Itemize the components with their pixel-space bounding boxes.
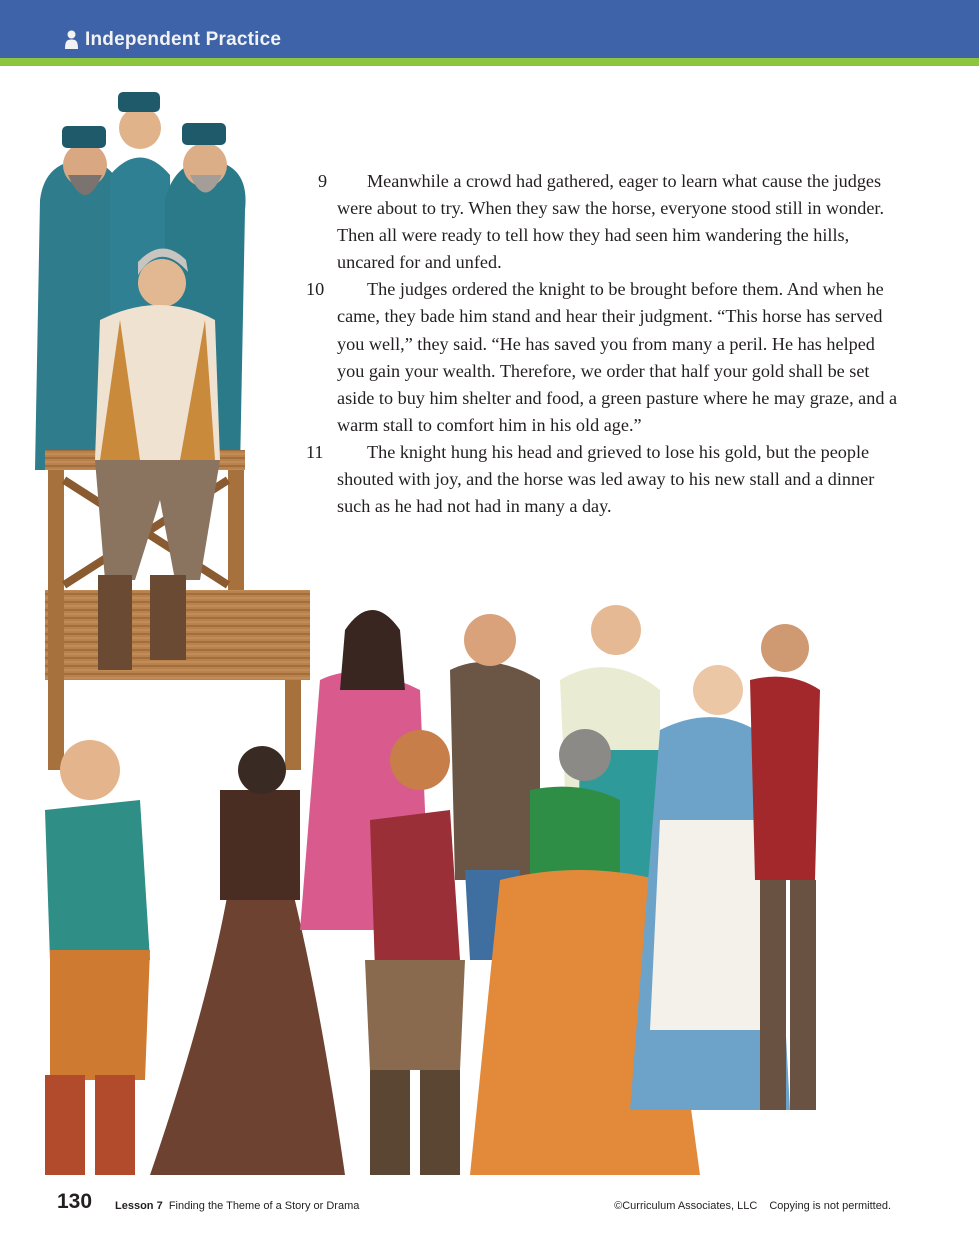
- crowd-group: [45, 605, 820, 1175]
- paragraph-10: [306, 276, 906, 439]
- section-title: [64, 29, 281, 51]
- lesson-title: Finding the Theme of a Story or Drama: [168, 1200, 360, 1212]
- paragraph-number: 9: [318, 171, 328, 191]
- paragraph-text: The knight hung his head and grieved to lose his gold, but the people shouted with joy, and the horse was led away to his new stall and a dinner such as he had not had in many a day.: [337, 441, 875, 517]
- paragraph-number: 10: [306, 279, 325, 300]
- page-footer: [0, 1190, 979, 1230]
- paragraph-11: [306, 439, 906, 520]
- paragraph-text: The judges ordered the knight to be brought before them. And when he came, they bade him stand and hear their judgment. “This horse has served you well,” they said. “He has saved you from many a peril. He has helped you gain your wealth. Therefore, we order that half your gold shall be set aside to buy him shelter and food, a green pasture where he may graze, and a warm stall to comfort him in his old age.”: [337, 279, 898, 435]
- copyright-text: ©Curriculum Associates, LLC: [614, 1200, 758, 1212]
- paragraph-number: 11: [306, 441, 324, 462]
- copyright-line: [614, 1200, 891, 1212]
- story-text: [306, 168, 906, 520]
- person-icon: [64, 30, 79, 50]
- lesson-info: [115, 1200, 359, 1212]
- lesson-label: Lesson 7: [115, 1200, 163, 1212]
- section-title-text: Independent Practice: [85, 29, 282, 50]
- header-accent-stripe: [0, 58, 979, 66]
- copy-notice: Copying is not permitted.: [769, 1200, 891, 1212]
- paragraph-text: Meanwhile a crowd had gathered, eager to learn what cause the judges were about to try. When they saw the horse, everyone stood still in wonder. Then all were ready to tell how they had seen him wandering the hills, uncared for and unfed.: [337, 171, 885, 273]
- page-number: 130: [57, 1190, 93, 1213]
- paragraph-9: [306, 168, 906, 276]
